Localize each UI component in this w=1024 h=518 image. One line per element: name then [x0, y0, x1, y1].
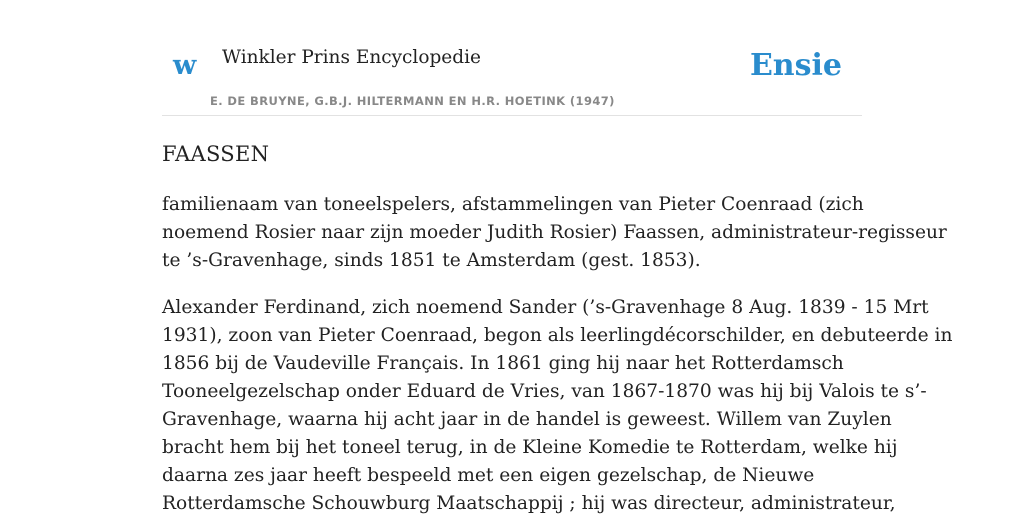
article-headword: FAASSEN: [162, 142, 270, 166]
paragraph-line: noemend Rosier naar zijn moeder Judith Rosier) Faassen, administrateur-regisseur: [162, 222, 947, 243]
ensie-brand-logo[interactable]: Ensie: [749, 48, 842, 83]
source-title-link[interactable]: Winkler Prins Encyclopedie: [222, 47, 481, 68]
paragraph-line: Rotterdamsche Schouwburg Maatschappij ; hij was directeur, administrateur,: [162, 493, 896, 514]
paragraph-line: te ’s-Gravenhage, sinds 1851 te Amsterdam (gest. 1853).: [162, 250, 701, 271]
paragraph-line: 1856 bij de Vaudeville Français. In 1861 ging hij naar het Rotterdamsch: [162, 353, 844, 374]
paragraph-line: Alexander Ferdinand, zich noemend Sander (’s-Gravenhage 8 Aug. 1839 - 15 Mrt: [162, 297, 929, 318]
article-paragraph-1: [162, 191, 947, 275]
paragraph-line: daarna zes jaar heeft bespeeld met een eigen gezelschap, de Nieuwe: [162, 465, 815, 486]
paragraph-line: 1931), zoon van Pieter Coenraad, begon als leerlingdécorschilder, en debuteerde in: [162, 325, 953, 346]
paragraph-line: bracht hem bij het toneel terug, in de Kleine Komedie te Rotterdam, welke hij: [162, 437, 898, 458]
paragraph-line: Tooneelgezelschap onder Eduard de Vries, van 1867-1870 was hij bij Valois te s’-: [162, 381, 927, 402]
article-paragraph-2: [162, 294, 953, 518]
source-logo[interactable]: w: [173, 50, 197, 81]
page-container: [162, 0, 953, 518]
source-header: [162, 0, 862, 116]
paragraph-line: familienaam van toneelspelers, afstammelingen van Pieter Coenraad (zich: [162, 194, 864, 215]
source-authors: E. DE BRUYNE, G.B.J. HILTERMANN EN H.R. HOETINK (1947): [210, 94, 615, 108]
paragraph-line: Gravenhage, waarna hij acht jaar in de handel is geweest. Willem van Zuylen: [162, 409, 892, 430]
